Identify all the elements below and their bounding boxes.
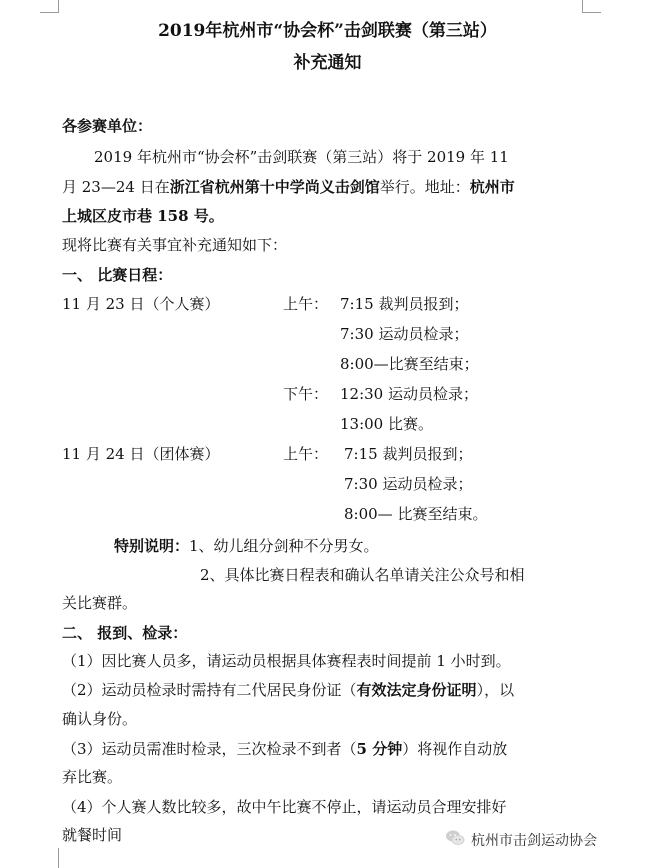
checkin-item-3 <box>62 739 507 759</box>
special-note-label: 特别说明： <box>114 537 190 555</box>
special-note-1 <box>114 536 379 556</box>
checkin-item-4: （4）个人赛人数比较多，故中午比赛不停止，请运动员合理安排好 <box>62 798 507 816</box>
special-note-2-cont: 关比赛群。 <box>62 594 138 612</box>
day2-label: 11 月 24 日（团体赛） <box>62 445 220 463</box>
day2-am-item: 8:00— 比赛至结束。 <box>344 505 488 523</box>
section-2-heading: 二、 报到、检录： <box>62 624 188 642</box>
checkin-item-1: （1）因比赛人员多，请运动员根据具体赛程表时间提前 1 小时到。 <box>62 652 511 670</box>
day1-am-label: 上午： <box>283 295 329 313</box>
checkin-item-2-tail: ），以 <box>476 681 515 699</box>
special-note-2: 2、具体比赛日程表和确认名单请关注公众号和相 <box>200 566 525 584</box>
section-1-heading: 一、 比赛日程： <box>62 266 173 284</box>
crop-mark-bottom-left <box>40 848 59 868</box>
checkin-item-3-bold: 5 分钟 <box>356 740 403 758</box>
document-subtitle: 补充通知 <box>293 53 362 73</box>
checkin-item-4-cont: 就餐时间 <box>62 826 123 844</box>
intro-date: 月 23—24 日在 <box>62 178 170 196</box>
checkin-item-3-cont: 弃比赛。 <box>62 768 123 786</box>
day1-pm-item: 12:30 运动员检录； <box>340 385 478 403</box>
crop-mark-top-left <box>40 0 59 13</box>
intro-line-2 <box>62 177 515 197</box>
crop-mark-top-right <box>582 0 601 13</box>
day1-pm-item: 13:00 比赛。 <box>340 415 433 433</box>
watermark <box>445 828 597 852</box>
intro-address-label: 举行。地址： <box>379 178 470 196</box>
day1-am-item: 7:30 运动员检录； <box>340 325 469 343</box>
day1-am-item: 8:00—比赛至结束； <box>340 355 479 373</box>
intro-line-1: 2019 年杭州市“协会杯”击剑联赛（第三站）将于 2019 年 11 <box>94 148 509 166</box>
special-note-1-text: 1、幼儿组分剑种不分男女。 <box>189 537 379 555</box>
intro-address-city: 杭州市 <box>469 178 515 196</box>
day2-am-label: 上午： <box>283 445 329 463</box>
checkin-item-3-text: （3）运动员需准时检录，三次检录不到者（ <box>62 740 357 758</box>
intro-venue: 浙江省杭州第十中学尚义击剑馆 <box>169 178 380 196</box>
day1-pm-label: 下午： <box>283 385 329 403</box>
checkin-item-2 <box>62 680 514 700</box>
checkin-item-2-cont: 确认身份。 <box>62 710 138 728</box>
watermark-text: 杭州市击剑运动协会 <box>471 833 597 849</box>
day2-am-item: 7:30 运动员检录； <box>344 475 473 493</box>
day1-am-item: 7:15 裁判员报到； <box>340 295 469 313</box>
day2-am-item: 7:15 裁判员报到； <box>344 445 473 463</box>
day1-label: 11 月 23 日（个人赛） <box>62 295 220 313</box>
intro-address: 上城区皮市巷 158 号。 <box>62 207 224 225</box>
checkin-item-3-tail: ）将视作自动放 <box>402 740 508 758</box>
salutation: 各参赛单位： <box>62 117 153 135</box>
checkin-item-2-text: （2）运动员检录时需持有二代居民身份证（ <box>62 681 357 699</box>
document-title: 2019年杭州市“协会杯”击剑联赛（第三站） <box>158 21 497 41</box>
wechat-icon <box>445 829 465 851</box>
intro-line-4: 现将比赛有关事宜补充通知如下： <box>62 236 288 254</box>
checkin-item-2-bold: 有效法定身份证明 <box>356 681 477 699</box>
